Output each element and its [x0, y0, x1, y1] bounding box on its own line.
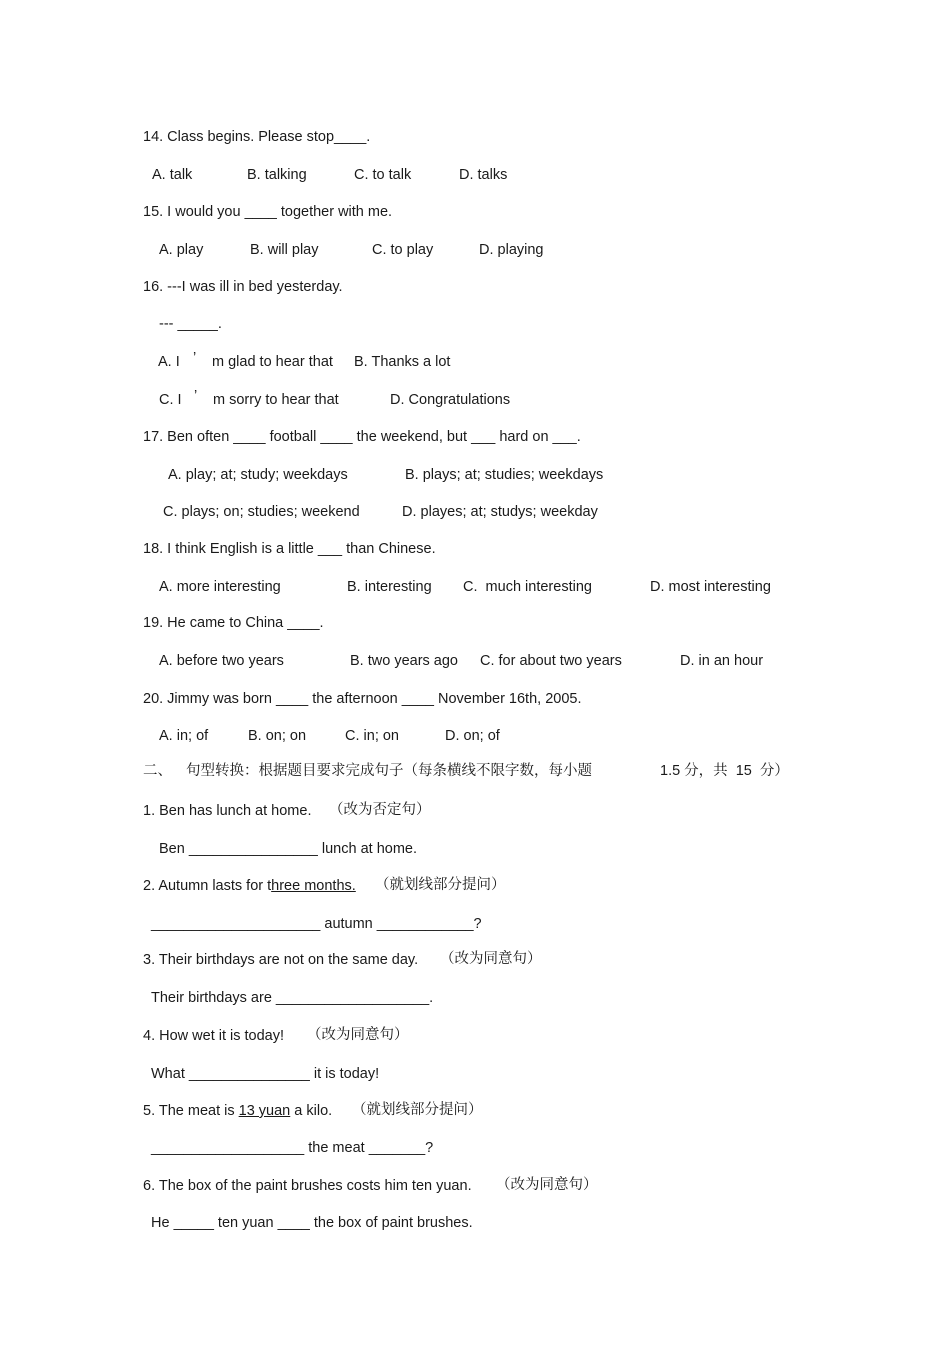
q18-option-a: A. more interesting — [159, 579, 281, 595]
q16-option-c-prefix: C. I — [159, 392, 182, 408]
q15-option-a: A. play — [159, 242, 204, 258]
s1-sentence: 1. Ben has lunch at home. — [143, 803, 312, 819]
s5-answer: ___________________ the meat _______? — [151, 1140, 434, 1156]
section2-score: 1.5 分，共 15 分） — [660, 763, 789, 779]
q20-stem: 20. Jimmy was born ____ the afternoon ____ November 16th, 2005. — [143, 691, 582, 707]
q18-stem: 18. I think English is a little ___ than Chinese. — [143, 541, 436, 557]
s5-sentence — [143, 1102, 332, 1120]
q16-reply: --- _____. — [159, 316, 222, 332]
s4-sentence: 4. How wet it is today! — [143, 1028, 285, 1044]
s5-sentence-text: 5. The meat is — [143, 1103, 239, 1119]
q15-option-c: C. to play — [372, 242, 434, 258]
s3-instruction: （改为同意句） — [440, 951, 542, 967]
s5-sentence-end: a kilo. — [290, 1103, 333, 1119]
s1-answer: Ben ________________ lunch at home. — [159, 841, 417, 857]
q19-option-b: B. two years ago — [350, 653, 458, 669]
s3-answer: Their birthdays are ___________________. — [151, 990, 434, 1006]
q15-stem: 15. I would you ____ together with me. — [143, 204, 393, 220]
q15-option-d: D. playing — [479, 242, 544, 258]
section2-number: 二、 — [143, 763, 172, 779]
s5-underlined-part: 13 yuan — [238, 1103, 291, 1119]
s4-instruction: （改为同意句） — [307, 1027, 409, 1043]
q14-stem: 14. Class begins. Please stop____. — [143, 129, 371, 145]
q20-option-d: D. on; of — [445, 728, 500, 744]
s2-underlined-part: hree months. — [271, 878, 356, 894]
s2-instruction: （就划线部分提问） — [375, 877, 506, 893]
q20-option-b: B. on; on — [248, 728, 307, 744]
s2-answer: _____________________ autumn ____________? — [151, 916, 482, 932]
q16-option-c-apostrophe: ’ — [194, 388, 198, 404]
q17-option-d: D. playes; at; studys; weekday — [402, 504, 598, 520]
q19-option-d: D. in an hour — [680, 653, 764, 669]
q14-option-b: B. talking — [247, 167, 307, 183]
q18-option-b: B. interesting — [347, 579, 432, 595]
q16-option-a-text: m glad to hear that — [212, 354, 333, 370]
q16-option-b: B. Thanks a lot — [354, 354, 451, 370]
q20-option-a: A. in; of — [159, 728, 209, 744]
s6-sentence: 6. The box of the paint brushes costs him ten yuan. — [143, 1178, 472, 1194]
q16-stem: 16. ---I was ill in bed yesterday. — [143, 279, 343, 295]
q16-option-d: D. Congratulations — [390, 392, 511, 408]
s1-instruction: （改为否定句） — [329, 802, 431, 818]
q18-option-d: D. most interesting — [650, 579, 771, 595]
q17-option-b: B. plays; at; studies; weekdays — [405, 467, 604, 483]
q16-option-c-text: m sorry to hear that — [213, 392, 339, 408]
s5-instruction: （就划线部分提问） — [352, 1102, 483, 1118]
q17-stem: 17. Ben often ____ football ____ the weekend, but ___ hard on ___. — [143, 429, 581, 445]
section2-title: 句型转换：根据题目要求完成句子（每条横线不限字数，每小题 — [186, 763, 592, 779]
q19-option-a: A. before two years — [159, 653, 284, 669]
q16-option-a-apostrophe: ’ — [193, 350, 197, 366]
q14-option-a: A. talk — [152, 167, 193, 183]
s2-sentence-text: 2. Autumn lasts for t — [143, 878, 272, 894]
q14-option-d: D. talks — [459, 167, 508, 183]
s6-instruction: （改为同意句） — [496, 1177, 598, 1193]
q14-option-c: C. to talk — [354, 167, 412, 183]
q19-option-c: C. for about two years — [480, 653, 622, 669]
s3-sentence: 3. Their birthdays are not on the same day. — [143, 952, 419, 968]
q19-stem: 19. He came to China ____. — [143, 615, 324, 631]
s4-answer: What _______________ it is today! — [151, 1066, 380, 1082]
q16-option-a-prefix: A. I — [158, 354, 180, 370]
q17-option-a: A. play; at; study; weekdays — [168, 467, 348, 483]
q17-option-c: C. plays; on; studies; weekend — [163, 504, 360, 520]
s6-answer: He _____ ten yuan ____ the box of paint brushes. — [151, 1215, 473, 1231]
q20-option-c: C. in; on — [345, 728, 399, 744]
q18-option-c: C. much interesting — [463, 579, 592, 595]
s2-sentence — [143, 877, 356, 895]
q15-option-b: B. will play — [250, 242, 319, 258]
